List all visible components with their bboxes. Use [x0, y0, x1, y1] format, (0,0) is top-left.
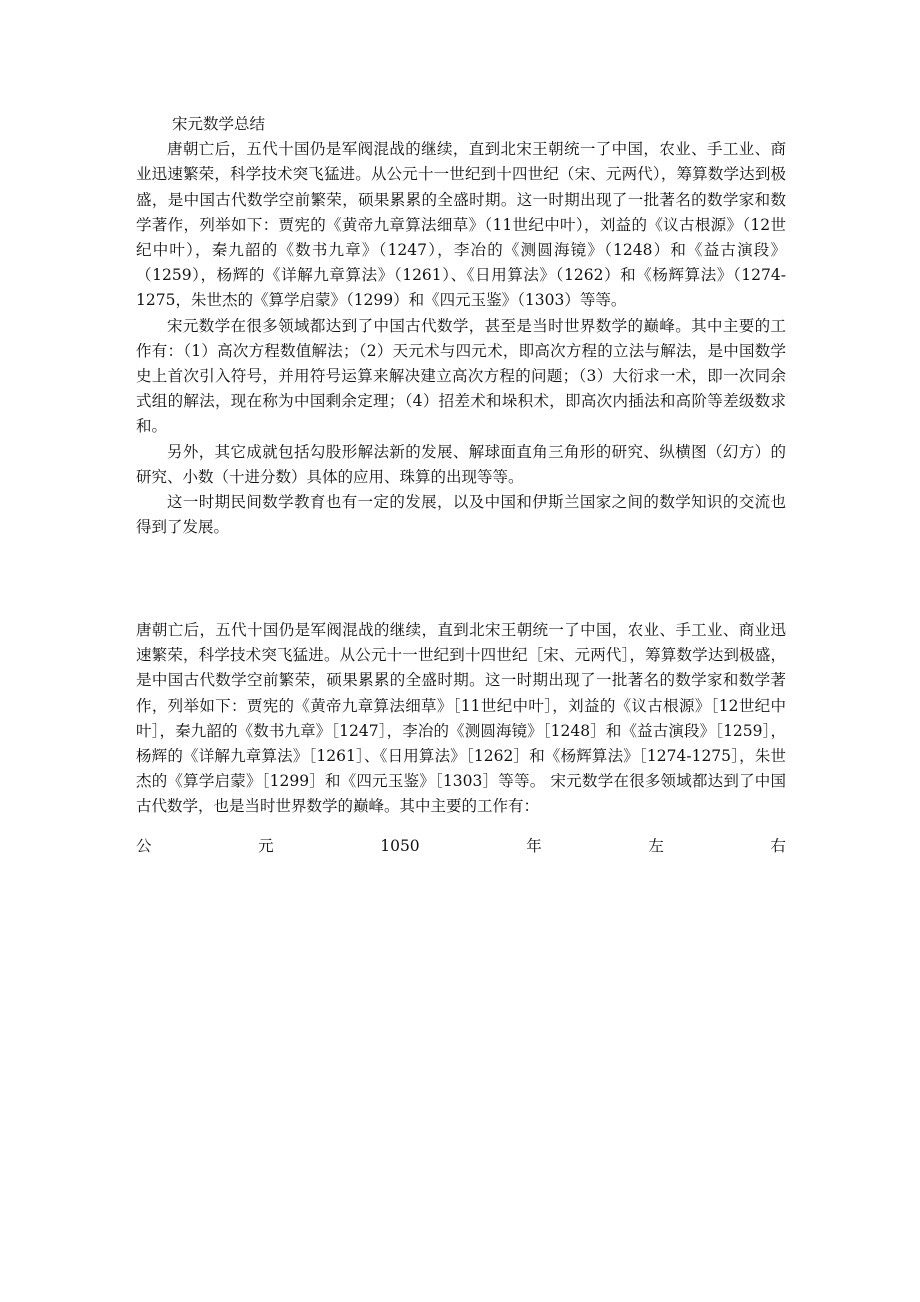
- document-title: 宋元数学总结: [172, 115, 266, 133]
- body-paragraph: 这一时期民间数学教育也有一定的发展，以及中国和伊斯兰国家之间的数学知识的交流也得到了发展。: [136, 493, 786, 537]
- summary-section: [136, 112, 786, 540]
- spread-word: 右: [770, 837, 786, 855]
- spread-word: 左: [648, 837, 664, 855]
- body-paragraph: 唐朝亡后，五代十国仍是军阀混战的继续，直到北宋王朝统一了中国，农业、手工业、商业迅速繁荣，科学技术突飞猛进。从公元十一世纪到十四世纪（宋、元两代），筹算数学达到极盛，是中国古代数学空前繁荣，硕果累累的全盛时期。这一时期出现了一批著名的数学家和数学著作，列举如下：贾宪的《黄帝九章算法细草》（11世纪中叶），刘益的《议古根源》（12世纪中叶），秦九韶的《数书九章》（1247），李冶的《测圆海镜》（1248）和《益古演段》（1259），杨辉的《详解九章算法》（1261）、《日用算法》（1262）和《杨辉算法》（1274-1275，朱世杰的《算学启蒙》（1299）和《四元玉鉴》（1303）等等。: [136, 140, 786, 310]
- spread-text-line: [136, 834, 786, 859]
- repeated-section: [136, 618, 786, 820]
- body-paragraph: 宋元数学在很多领域都达到了中国古代数学，甚至是当时世界数学的巅峰。其中主要的工作有：（1）高次方程数值解法；（2）天元术与四元术，即高次方程的立法与解法，是中国数学史上首次引入符号，并用符号运算来解决建立高次方程的问题；（3）大衍求一术，即一次同余式组的解法，现在称为中国剩余定理；（4）招差术和垛积术，即高次内插法和高阶等差级数求和。: [136, 316, 786, 436]
- body-paragraph: 另外，其它成就包括勾股形解法新的发展、解球面直角三角形的研究、纵横图（幻方）的研究、小数（十进分数）具体的应用、珠算的出现等等。: [136, 442, 786, 486]
- spread-word: 元: [258, 837, 274, 855]
- repeated-paragraph: 唐朝亡后，五代十国仍是军阀混战的继续，直到北宋王朝统一了中国，农业、手工业、商业迅速繁荣，科学技术突飞猛进。从公元十一世纪到十四世纪［宋、元两代］，筹算数学达到极盛，是中国古代数学空前繁荣，硕果累累的全盛时期。这一时期出现了一批著名的数学家和数学著作，列举如下：贾宪的《黄帝九章算法细草》［11世纪中叶］，刘益的《议古根源》［12世纪中叶］，秦九韶的《数书九章》［1247］，李冶的《测圆海镜》［1248］和《益古演段》［1259］，杨辉的《详解九章算法》［1261］、《日用算法》［1262］和《杨辉算法》［1274-1275］，朱世杰的《算学启蒙》［1299］和《四元玉鉴》［1303］等等。 宋元数学在很多领域都达到了中国古代数学，也是当时世界数学的巅峰。其中主要的工作有：: [136, 621, 786, 816]
- spread-word: 1050: [380, 837, 420, 855]
- spread-word: 公: [136, 837, 152, 855]
- spread-word: 年: [526, 837, 542, 855]
